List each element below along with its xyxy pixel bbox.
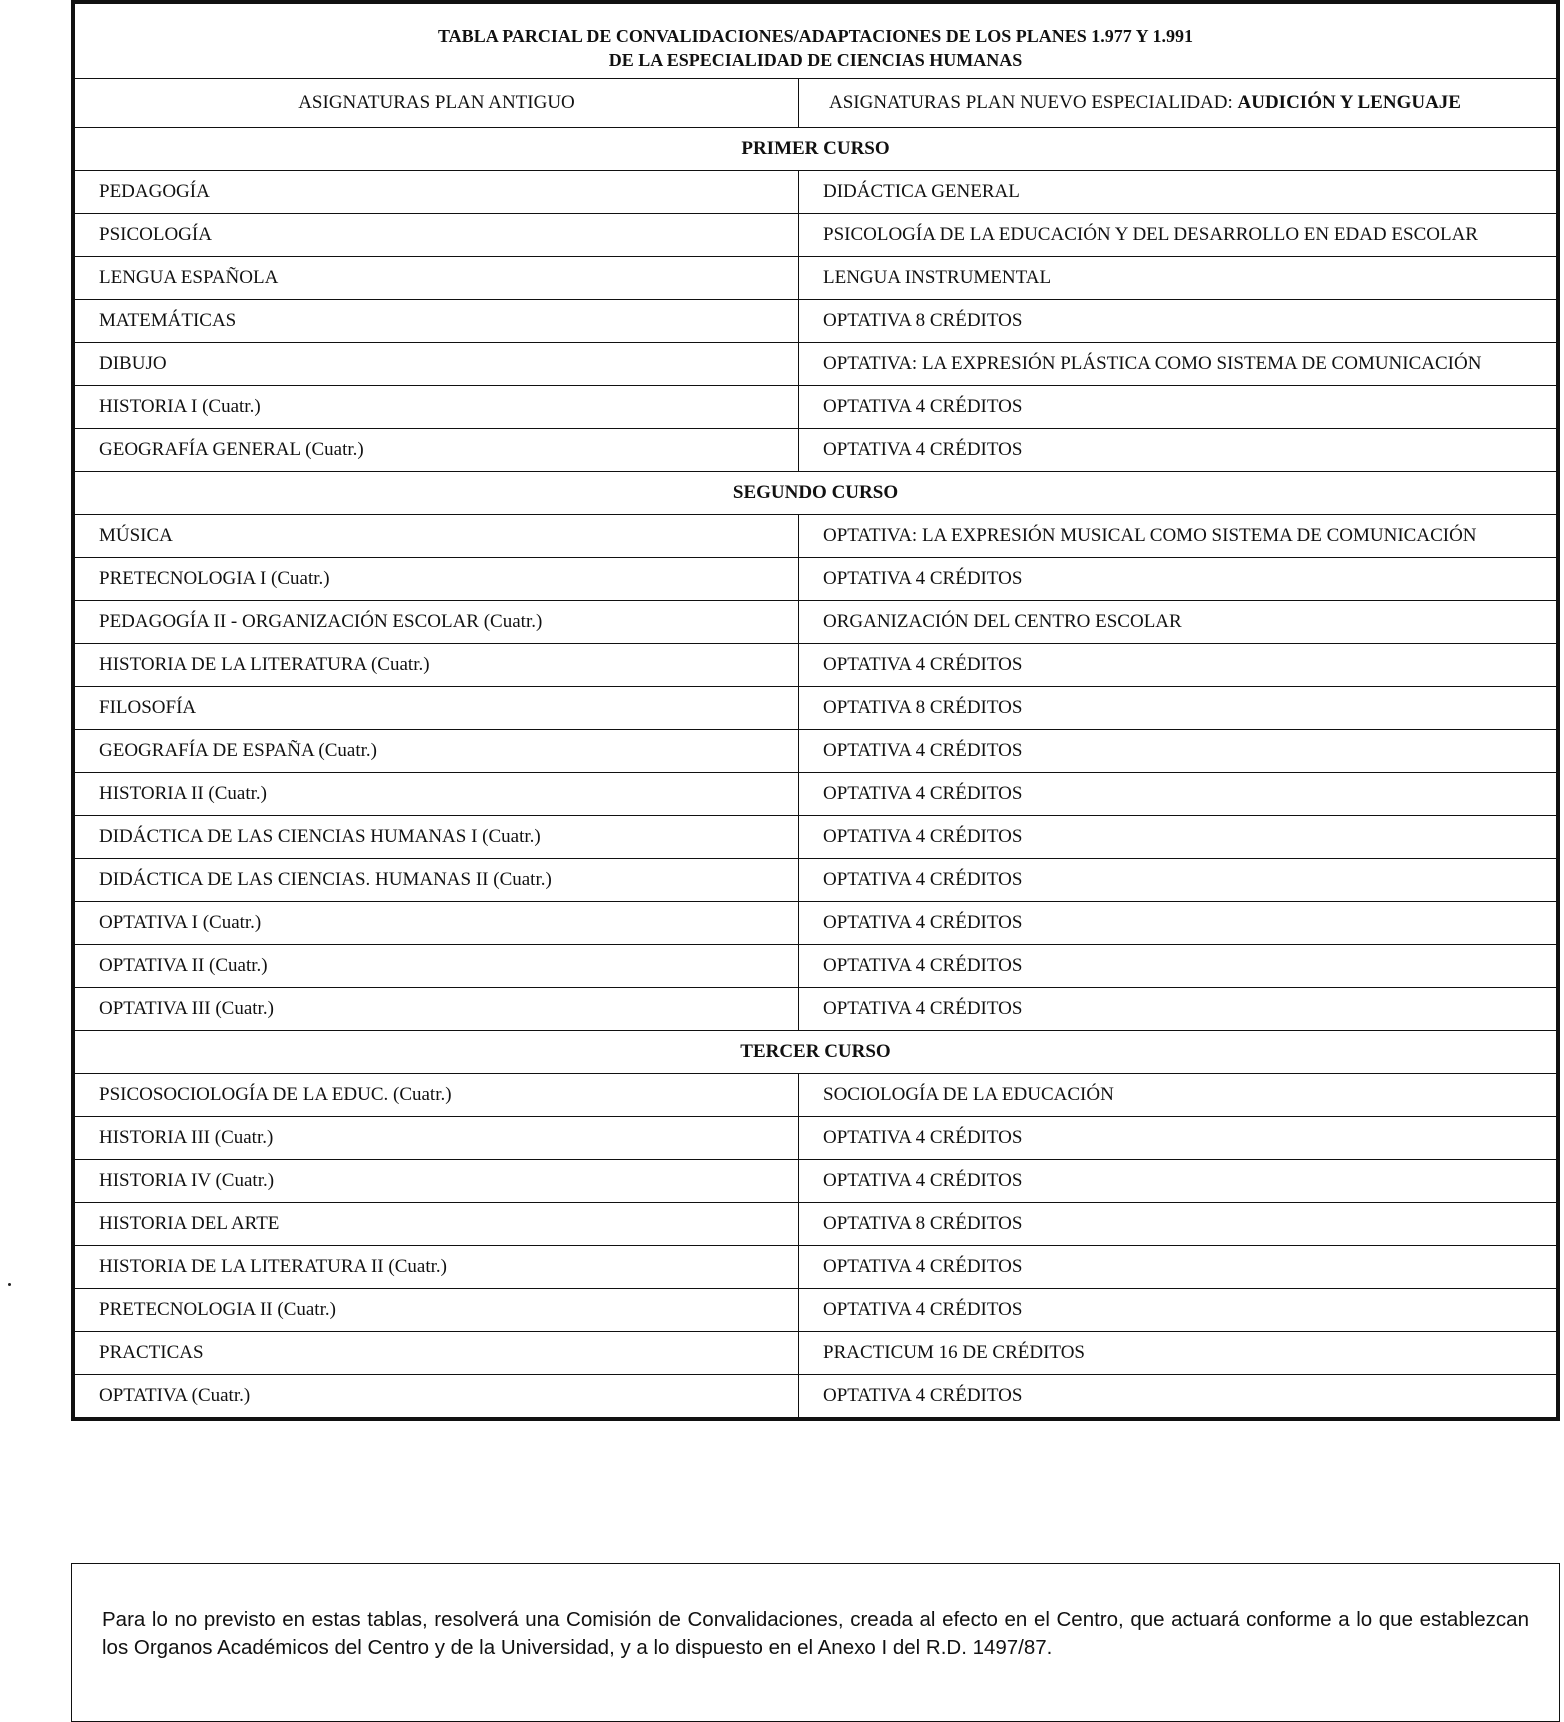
old-plan-subject: GEOGRAFÍA GENERAL (Cuatr.) xyxy=(75,429,799,472)
new-plan-subject: PRACTICUM 16 DE CRÉDITOS xyxy=(799,1332,1557,1375)
table-row xyxy=(75,1375,1557,1418)
old-plan-subject: PRETECNOLOGIA I (Cuatr.) xyxy=(75,558,799,601)
new-plan-subject: OPTATIVA 4 CRÉDITOS xyxy=(799,902,1557,945)
column-header-row xyxy=(75,79,1557,128)
old-plan-subject: HISTORIA I (Cuatr.) xyxy=(75,386,799,429)
new-plan-subject: DIDÁCTICA GENERAL xyxy=(799,171,1557,214)
table-row xyxy=(75,1203,1557,1246)
section-heading: PRIMER CURSO xyxy=(75,128,1557,171)
new-plan-subject: OPTATIVA 4 CRÉDITOS xyxy=(799,945,1557,988)
new-plan-subject: OPTATIVA 4 CRÉDITOS xyxy=(799,644,1557,687)
table-row xyxy=(75,816,1557,859)
scan-speck xyxy=(8,1283,11,1286)
old-plan-subject: OPTATIVA II (Cuatr.) xyxy=(75,945,799,988)
table-title-row xyxy=(75,4,1557,79)
table-row xyxy=(75,343,1557,386)
old-plan-subject: HISTORIA DE LA LITERATURA II (Cuatr.) xyxy=(75,1246,799,1289)
table-row xyxy=(75,1160,1557,1203)
old-plan-subject: PRACTICAS xyxy=(75,1332,799,1375)
section-row xyxy=(75,472,1557,515)
section-heading: TERCER CURSO xyxy=(75,1031,1557,1074)
table-row xyxy=(75,730,1557,773)
new-plan-subject: OPTATIVA 4 CRÉDITOS xyxy=(799,730,1557,773)
old-plan-subject: DIDÁCTICA DE LAS CIENCIAS. HUMANAS II (Cuatr.) xyxy=(75,859,799,902)
table-row xyxy=(75,386,1557,429)
table-row xyxy=(75,1246,1557,1289)
old-plan-subject: OPTATIVA I (Cuatr.) xyxy=(75,902,799,945)
old-plan-subject: DIDÁCTICA DE LAS CIENCIAS HUMANAS I (Cuatr.) xyxy=(75,816,799,859)
table-row xyxy=(75,859,1557,902)
table-row xyxy=(75,1289,1557,1332)
table-row xyxy=(75,214,1557,257)
convalidation-table-frame xyxy=(71,0,1560,1421)
new-plan-subject: OPTATIVA 4 CRÉDITOS xyxy=(799,859,1557,902)
table-row xyxy=(75,1117,1557,1160)
new-plan-subject: ORGANIZACIÓN DEL CENTRO ESCOLAR xyxy=(799,601,1557,644)
new-plan-subject: OPTATIVA 4 CRÉDITOS xyxy=(799,1160,1557,1203)
new-plan-subject: LENGUA INSTRUMENTAL xyxy=(799,257,1557,300)
old-plan-subject: HISTORIA DE LA LITERATURA (Cuatr.) xyxy=(75,644,799,687)
new-plan-subject: OPTATIVA 8 CRÉDITOS xyxy=(799,300,1557,343)
old-plan-subject: OPTATIVA III (Cuatr.) xyxy=(75,988,799,1031)
new-plan-subject: OPTATIVA 4 CRÉDITOS xyxy=(799,1117,1557,1160)
table-row xyxy=(75,687,1557,730)
footnote-text: Para lo no previsto en estas tablas, resolverá una Comisión de Convalidaciones, creada al efecto en el Centro, que actuará conforme a lo que establezcan los Organos Académicos del Centro y de la Universidad, y a lo dispuesto en el Anexo I del R.D. 1497/87. xyxy=(102,1608,1529,1659)
new-plan-subject: OPTATIVA: LA EXPRESIÓN PLÁSTICA COMO SISTEMA DE COMUNICACIÓN xyxy=(799,343,1557,386)
new-plan-subject: OPTATIVA 8 CRÉDITOS xyxy=(799,1203,1557,1246)
section-row xyxy=(75,128,1557,171)
new-plan-subject: PSICOLOGÍA DE LA EDUCACIÓN Y DEL DESARROLLO EN EDAD ESCOLAR xyxy=(799,214,1557,257)
new-plan-subject: OPTATIVA: LA EXPRESIÓN MUSICAL COMO SISTEMA DE COMUNICACIÓN xyxy=(799,515,1557,558)
old-plan-subject: PRETECNOLOGIA II (Cuatr.) xyxy=(75,1289,799,1332)
old-plan-subject: GEOGRAFÍA DE ESPAÑA (Cuatr.) xyxy=(75,730,799,773)
table-row xyxy=(75,945,1557,988)
new-plan-subject: OPTATIVA 4 CRÉDITOS xyxy=(799,558,1557,601)
old-plan-subject: MÚSICA xyxy=(75,515,799,558)
old-plan-subject: PSICOLOGÍA xyxy=(75,214,799,257)
new-plan-subject: OPTATIVA 4 CRÉDITOS xyxy=(799,988,1557,1031)
table-row xyxy=(75,515,1557,558)
section-heading: SEGUNDO CURSO xyxy=(75,472,1557,515)
column-header-specialty: AUDICIÓN Y LENGUAJE xyxy=(1237,92,1461,113)
table-row xyxy=(75,257,1557,300)
new-plan-subject: OPTATIVA 4 CRÉDITOS xyxy=(799,1375,1557,1418)
old-plan-subject: PEDAGOGÍA II - ORGANIZACIÓN ESCOLAR (Cuatr.) xyxy=(75,601,799,644)
old-plan-subject: HISTORIA II (Cuatr.) xyxy=(75,773,799,816)
old-plan-subject: FILOSOFÍA xyxy=(75,687,799,730)
table-row xyxy=(75,300,1557,343)
column-header-new-plan-prefix: ASIGNATURAS PLAN NUEVO ESPECIALIDAD: xyxy=(829,92,1238,113)
new-plan-subject: OPTATIVA 4 CRÉDITOS xyxy=(799,773,1557,816)
new-plan-subject: OPTATIVA 8 CRÉDITOS xyxy=(799,687,1557,730)
new-plan-subject: OPTATIVA 4 CRÉDITOS xyxy=(799,386,1557,429)
new-plan-subject: OPTATIVA 4 CRÉDITOS xyxy=(799,429,1557,472)
footnote-box xyxy=(71,1563,1560,1722)
old-plan-subject: OPTATIVA (Cuatr.) xyxy=(75,1375,799,1418)
old-plan-subject: HISTORIA DEL ARTE xyxy=(75,1203,799,1246)
new-plan-subject: OPTATIVA 4 CRÉDITOS xyxy=(799,816,1557,859)
column-header-new-plan xyxy=(799,79,1557,128)
old-plan-subject: HISTORIA IV (Cuatr.) xyxy=(75,1160,799,1203)
table-row xyxy=(75,644,1557,687)
old-plan-subject: PEDAGOGÍA xyxy=(75,171,799,214)
new-plan-subject: OPTATIVA 4 CRÉDITOS xyxy=(799,1289,1557,1332)
table-row xyxy=(75,902,1557,945)
table-row xyxy=(75,1332,1557,1375)
old-plan-subject: DIBUJO xyxy=(75,343,799,386)
old-plan-subject: PSICOSOCIOLOGÍA DE LA EDUC. (Cuatr.) xyxy=(75,1074,799,1117)
table-row xyxy=(75,429,1557,472)
old-plan-subject: LENGUA ESPAÑOLA xyxy=(75,257,799,300)
table-row xyxy=(75,988,1557,1031)
table-row xyxy=(75,773,1557,816)
old-plan-subject: MATEMÁTICAS xyxy=(75,300,799,343)
new-plan-subject: OPTATIVA 4 CRÉDITOS xyxy=(799,1246,1557,1289)
table-title xyxy=(75,4,1557,79)
table-title-line-2: DE LA ESPECIALIDAD DE CIENCIAS HUMANAS xyxy=(608,50,1023,70)
table-row xyxy=(75,601,1557,644)
table-row xyxy=(75,171,1557,214)
convalidation-table xyxy=(74,3,1557,1418)
section-row xyxy=(75,1031,1557,1074)
table-title-line-1: TABLA PARCIAL DE CONVALIDACIONES/ADAPTACIONES DE LOS PLANES 1.977 Y 1.991 xyxy=(438,26,1193,46)
table-row xyxy=(75,1074,1557,1117)
new-plan-subject: SOCIOLOGÍA DE LA EDUCACIÓN xyxy=(799,1074,1557,1117)
old-plan-subject: HISTORIA III (Cuatr.) xyxy=(75,1117,799,1160)
table-row xyxy=(75,558,1557,601)
column-header-old-plan: ASIGNATURAS PLAN ANTIGUO xyxy=(75,79,799,128)
